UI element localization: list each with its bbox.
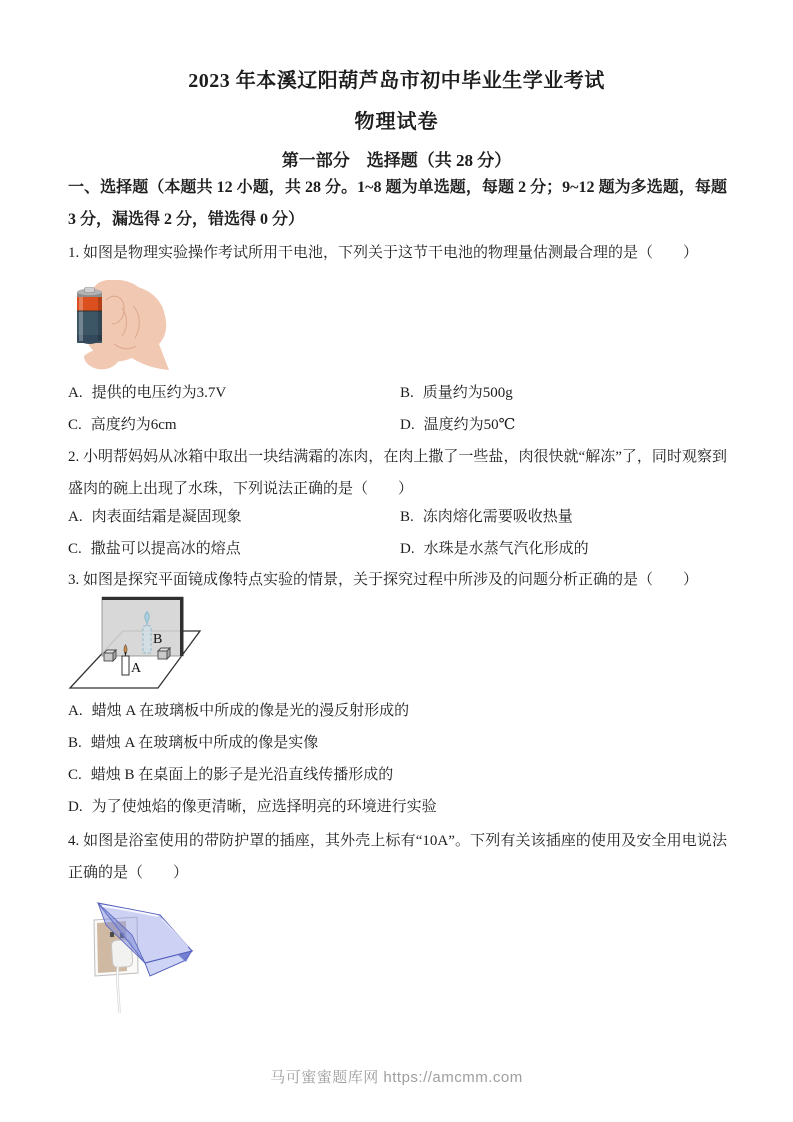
question-2-option-a: A. 肉表面结霜是凝固现象 <box>68 509 242 525</box>
question-3-options <box>68 695 727 823</box>
question-3-option-c: C. 蜡烛 B 在桌面上的影子是光沿直线传播形成的 <box>68 767 394 783</box>
candle-a-label: A <box>131 661 142 676</box>
question-2-text: 2. 小明帮妈妈从冰箱中取出一块结满霜的冻肉，在肉上撒了一些盐，肉很快就“解冻”了，同时观察到盛肉的碗上出现了水珠，下列说法正确的是（ ） <box>68 449 727 497</box>
page-subtitle: 物理试卷 <box>354 111 439 133</box>
candle-b-label: B <box>153 632 163 647</box>
question-3-option-d: D. 为了使烛焰的像更清晰，应选择明亮的环境进行实验 <box>68 799 437 815</box>
plane-mirror-experiment-figure <box>68 589 203 691</box>
question-3-text: 3. 如图是探究平面镜成像特点实验的情景，关于探究过程中所涉及的问题分析正确的是（ ） <box>68 572 699 588</box>
question-1-text: 1. 如图是物理实验操作考试所用干电池，下列关于这节干电池的物理量估测最合理的是（ ） <box>68 245 699 261</box>
dry-cell-battery <box>77 288 102 345</box>
page-title: 2023 年本溪辽阳葫芦岛市初中毕业生学业考试 <box>188 70 605 92</box>
question-2-options <box>68 501 727 565</box>
question-1-option-d: D. 温度约为50℃ <box>400 417 516 433</box>
question-3-option-b: B. 蜡烛 A 在玻璃板中所成的像是实像 <box>68 735 319 751</box>
question-1-option-c: C. 高度约为6cm <box>68 417 177 433</box>
question-2-option-b: B. 冻肉熔化需要吸收热量 <box>400 509 573 525</box>
section-heading: 第一部分 选择题（共 28 分） <box>281 151 512 170</box>
plug <box>111 939 133 1013</box>
question-4-text: 4. 如图是浴室使用的带防护罩的插座，其外壳上标有“10A”。下列有关该插座的使用及安全用电说法正确的是（ ） <box>68 833 727 881</box>
question-1-options <box>68 377 727 441</box>
watermark-footer: 马可蜜蜜题库网 https://amcmm.com <box>270 1069 523 1086</box>
question-1-option-a: A. 提供的电压约为3.7V <box>68 385 227 401</box>
battery-in-hand-figure <box>70 280 175 375</box>
instructions-paragraph: 一、选择题（本题共 12 小题，共 28 分。1~8 题为单选题，每题 2 分；9~12 题为多选题，每题 3 分，漏选得 2 分，错选得 0 分） <box>68 179 727 228</box>
question-2-option-d: D. 水珠是水蒸气汽化形成的 <box>400 541 589 557</box>
question-1-option-b: B. 质量约为500g <box>400 385 513 401</box>
covered-socket-figure <box>80 885 200 1015</box>
question-2-option-c: C. 撒盐可以提高冰的熔点 <box>68 541 241 557</box>
glass-plate <box>102 597 184 656</box>
question-3-option-a: A. 蜡烛 A 在玻璃板中所成的像是光的漫反射形成的 <box>68 703 410 719</box>
